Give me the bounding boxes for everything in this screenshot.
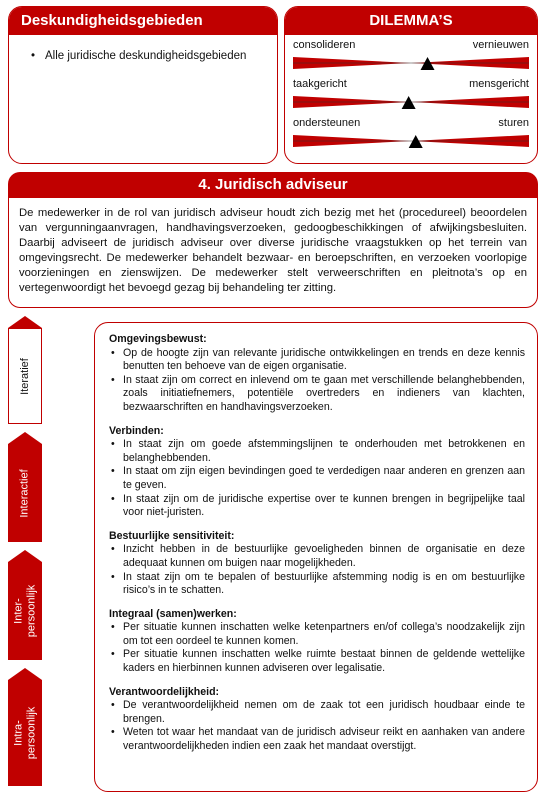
domain-item: • Alle juridische deskundigheidsgebieden <box>31 49 267 64</box>
competency-bestuurlijke-sensitiviteit <box>109 530 525 598</box>
competency-item: • In staat zijn om goede afstemmingslijnen te onderhouden met betrokkenen en belanghebbenden. <box>109 438 525 465</box>
dilemma-card <box>284 6 538 164</box>
dilemma-left-label: consolideren <box>293 39 356 51</box>
dilemma-row <box>285 74 537 113</box>
competency-item: • Op de hoogte zijn van relevante juridische ontwikkelingen en trends en deze kennis benutten ten behoeve van de eigen organisatie. <box>109 347 525 374</box>
competency-verantwoordelijkheid <box>109 686 525 754</box>
competency-heading: Omgevingsbewust: <box>109 333 207 345</box>
dilemma-scale <box>293 95 529 109</box>
competency-item: • In staat zijn om de juridische expertise over te kunnen brengen in begrijpelijke taal voor niet-juristen. <box>109 493 525 520</box>
competencies-card <box>94 322 538 792</box>
dilemma-left-label: ondersteunen <box>293 117 361 129</box>
side-tag-label: Interactief <box>18 468 31 518</box>
dilemma-scale-graphic <box>293 95 529 109</box>
competency-item: • Weten tot waar het mandaat van de juridisch adviseur reikt en aanhaken van andere verantwoordelijkheden indien een zaak het mandaat overstijgt. <box>109 726 525 753</box>
competency-item: • De verantwoordelijkheid nemen om de zaak tot een juridisch houdbaar einde te brengen. <box>109 699 525 726</box>
side-tag-interpersoonlijk <box>8 562 42 660</box>
competency-item: • In staat zijn om te bepalen of bestuurlijke afstemming nodig is en om bestuurlijke risico’s in te schatten. <box>109 571 525 598</box>
competency-list <box>109 347 525 415</box>
competency-list <box>109 621 525 675</box>
side-tag-label: Iteratief <box>18 357 31 395</box>
side-tag-intrapersoonlijk <box>8 680 42 786</box>
competency-list <box>109 543 525 597</box>
role-title: 4. Juridisch adviseur <box>8 172 538 198</box>
dilemma-title: DILEMMA’S <box>285 7 537 35</box>
scale-marker-icon <box>402 96 416 109</box>
side-tag-interactief <box>8 444 42 542</box>
competency-heading: Verbinden: <box>109 424 164 437</box>
competency-item: • In staat zijn om correct en inlevend om te gaan met verschillende belanghebbenden, zoals initiatiefnemers, potentiële overtreders en indieners van klachten, bezwaarschriften en handhavingsverzoeken. <box>109 374 525 415</box>
dilemma-right-label: sturen <box>498 117 529 129</box>
competency-list <box>109 699 525 753</box>
competency-heading: Verantwoordelijkheid: <box>109 685 220 698</box>
competency-item: • In staat om zijn eigen bevindingen goed te verdedigen naar anderen en grenzen aan te geven. <box>109 465 525 492</box>
dilemma-right-label: mensgericht <box>469 78 529 90</box>
competency-list <box>109 438 525 520</box>
arrow-up-icon <box>8 316 42 328</box>
dilemma-right-label: vernieuwen <box>472 39 529 51</box>
dilemma-scale <box>293 134 529 148</box>
domain-list <box>9 35 277 64</box>
competency-item: • Per situatie kunnen inschatten welke ketenpartners en/of collega’s noodzakelijk zijn om tot een oordeel te kunnen komen. <box>109 621 525 648</box>
scale-marker-icon <box>409 135 423 148</box>
dilemma-row <box>285 113 537 152</box>
side-tag-iteratief <box>8 328 42 424</box>
arrow-up-icon <box>8 668 42 680</box>
competency-item: • Per situatie kunnen inschatten welke ruimte bestaat binnen de geldende wettelijke kaders en hierbinnen kunnen adviseren over legalisatie. <box>109 648 525 675</box>
arrow-up-icon <box>8 432 42 444</box>
arrow-up-icon <box>8 550 42 562</box>
competency-item: • Inzicht hebben in de bestuurlijke gevoeligheden binnen de organisatie en deze adequaat kunnen om buigen naar mogelijkheden. <box>109 543 525 570</box>
competency-heading: Bestuurlijke sensitiviteit: <box>109 529 235 542</box>
dilemma-scale-graphic <box>293 56 529 70</box>
side-tag-label: Inter- persoonlijk <box>12 584 37 638</box>
competency-verbinden <box>109 425 525 520</box>
dilemma-left-label: taakgericht <box>293 78 347 90</box>
dilemma-scale-graphic <box>293 134 529 148</box>
competency-integraal-samenwerken <box>109 608 525 676</box>
competency-heading: Integraal (samen)werken: <box>109 607 237 620</box>
domain-card <box>8 6 278 164</box>
role-intro: De medewerker in de rol van juridisch adviseur houdt zich bezig met het (procedureel) beoordelen van vergunningaanvragen, handhavingsverzoeken, gedoogbeschikkingen of afwijkingsbesluiten. Daarbij adviseert de juridisch adviseur over diverse juridische vraagstukken op het terrein van omgevingsrecht. De medewerker behandelt bezwaar- en beroepschriften, en verzoeken voorlopige voorzieningen en zienswijzen. De medewerker stelt verweerschriften en pleitnota’s op en vertegenwoordigt het bevoegd gezag bij behandeling ter zitting. <box>8 198 538 308</box>
domain-title: Deskundigheidsgebieden <box>9 7 277 35</box>
side-tag-label: Intra- persoonlijk <box>12 706 37 760</box>
dilemma-row <box>285 35 537 74</box>
dilemma-scale <box>293 56 529 70</box>
competency-omgevingsbewust <box>109 333 525 415</box>
